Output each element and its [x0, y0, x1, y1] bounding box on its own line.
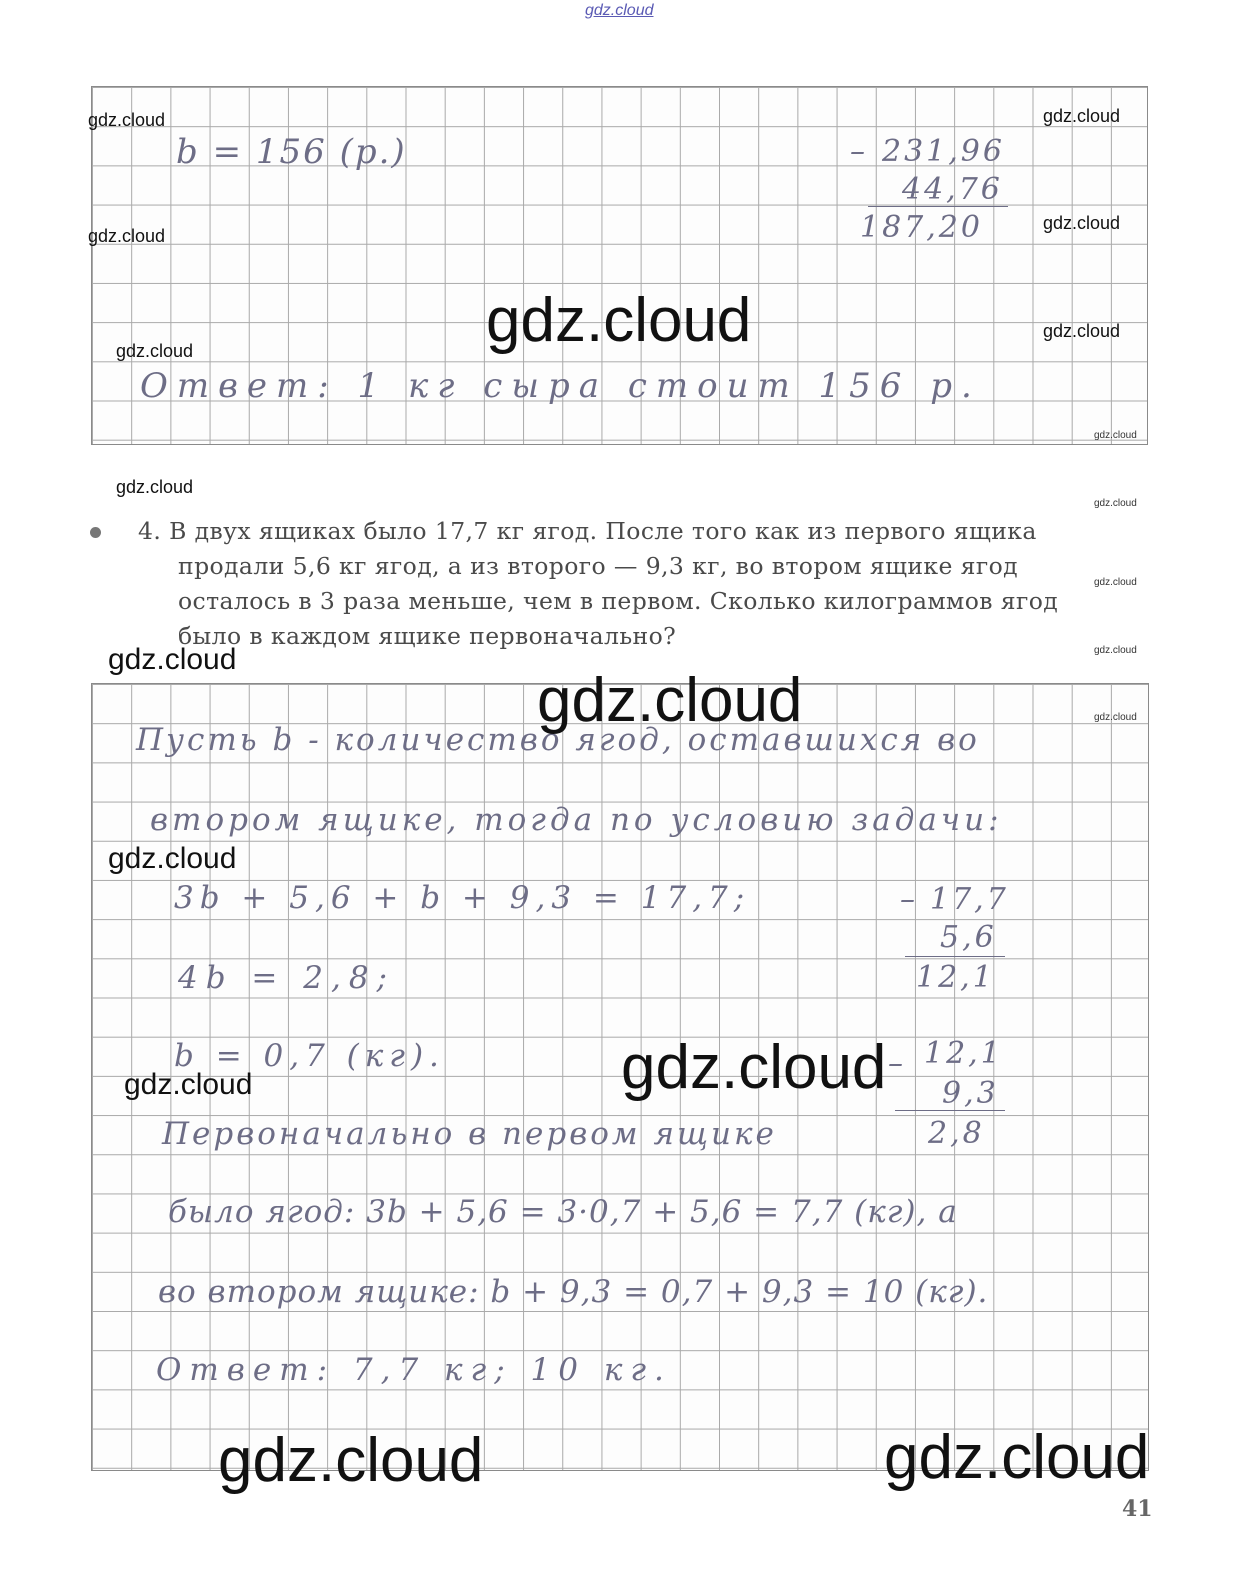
subtraction-line	[895, 1110, 1005, 1111]
equation-2: 4b = 2,8;	[178, 960, 395, 996]
watermark: gdz.cloud	[88, 110, 166, 130]
solution-line-2: втором ящике, тогда по условию задачи:	[150, 802, 1003, 838]
watermark: gdz.cloud	[884, 1423, 1150, 1492]
problem-line-3: осталось в 3 раза меньше, чем в первом. Сколько килограммов ягод	[178, 587, 1059, 615]
minuend: 12,1	[924, 1036, 1003, 1071]
difference: 2,8	[928, 1116, 985, 1151]
watermark: gdz.cloud	[1043, 213, 1121, 233]
difference: 187,20	[860, 210, 983, 245]
watermark: gdz.cloud	[585, 2, 654, 19]
solution-line-7: было ягод: 3b + 5,6 = 3·0,7 + 5,6 = 7,7 (кг), а	[168, 1194, 958, 1230]
solution-line-1: Пусть b - количество ягод, оставшихся во	[136, 722, 980, 758]
problem-number: 4.	[138, 517, 162, 545]
subtrahend: 5,6	[940, 920, 997, 955]
watermark: gdz.cloud	[88, 226, 166, 246]
problem-line-2: продали 5,6 кг ягод, а из второго — 9,3 кг, во втором ящике ягод	[178, 552, 1019, 580]
watermark: gdz.cloud	[621, 1033, 887, 1102]
watermark: gdz.cloud	[124, 1068, 253, 1101]
handwritten-answer: Ответ: 1 кг сыра стоит 156 р.	[140, 366, 981, 406]
solution-line-8: во втором ящике: b + 9,3 = 0,7 + 9,3 = 10 (кг).	[158, 1274, 989, 1310]
subtrahend: 9,3	[942, 1076, 999, 1111]
watermark: gdz.cloud	[108, 842, 237, 875]
watermark: gdz.cloud	[1043, 106, 1121, 126]
watermark: gdz.cloud	[116, 341, 194, 361]
watermark: gdz.cloud	[108, 643, 237, 676]
solution-line-6: Первоначально в первом ящике	[162, 1116, 777, 1152]
minus-sign: –	[900, 882, 918, 917]
watermark: gdz.cloud	[1094, 430, 1137, 441]
minus-sign: –	[888, 1046, 906, 1081]
solution-answer: Ответ: 7,7 кг; 10 кг.	[156, 1352, 672, 1388]
minuend: 17,7	[930, 882, 1009, 917]
bullet-marker	[90, 527, 101, 538]
watermark: gdz.cloud	[1094, 577, 1137, 588]
difference: 12,1	[916, 960, 995, 995]
problem-statement	[138, 514, 1148, 654]
equation-1: 3b + 5,6 + b + 9,3 = 17,7;	[174, 880, 751, 916]
watermark: gdz.cloud	[116, 477, 194, 497]
watermark: gdz.cloud	[1094, 712, 1137, 723]
minuend: 231,96	[882, 134, 1005, 169]
problem-line-4: было в каждом ящике первоначально?	[178, 622, 677, 650]
watermark: gdz.cloud	[218, 1426, 484, 1495]
problem-line-1: 4. В двух ящиках было 17,7 кг ягод. После того как из первого ящика	[138, 517, 1037, 545]
subtraction-line	[868, 206, 1008, 207]
watermark: gdz.cloud	[1094, 645, 1137, 656]
watermark: gdz.cloud	[1094, 498, 1137, 509]
subtrahend: 44,76	[902, 172, 1003, 207]
watermark: gdz.cloud	[486, 286, 752, 355]
watermark: gdz.cloud	[537, 666, 803, 735]
handwritten-equation: b = 156 (р.)	[176, 132, 407, 172]
minus-sign: –	[850, 134, 868, 169]
page-number: 41	[1122, 1496, 1153, 1522]
subtraction-line	[905, 956, 1005, 957]
equation-3: b = 0,7 (кг).	[174, 1038, 445, 1074]
watermark: gdz.cloud	[1043, 321, 1121, 341]
